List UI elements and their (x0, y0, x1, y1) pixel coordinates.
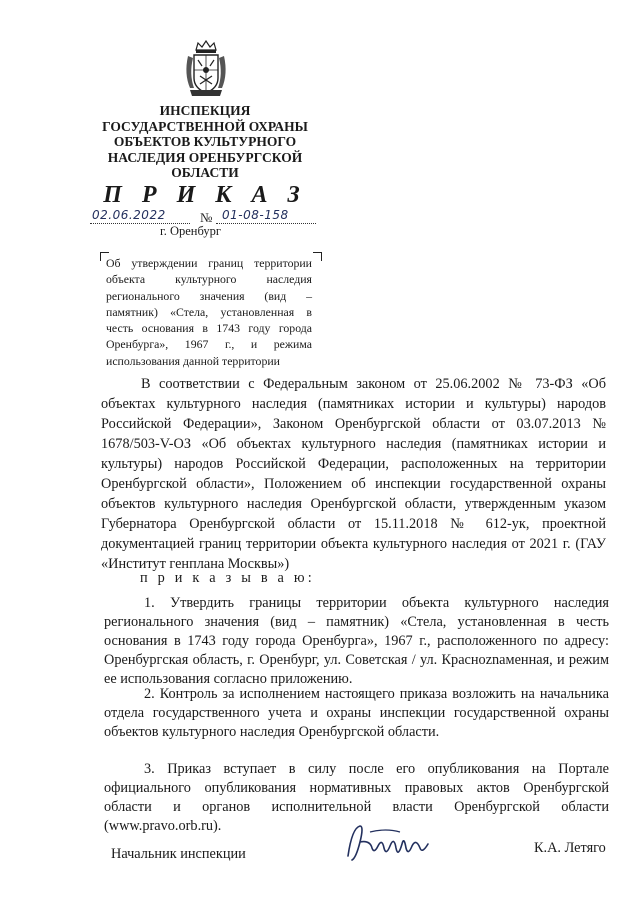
agency-line: НАСЛЕДИЯ ОРЕНБУРГСКОЙ (107, 149, 303, 165)
document-subject: Об утверждении границ территории объекта культурного наследия регионального значения (вид – памятник) «Стела, установленная в честь основания в 1743 году города Оренбурга», 1967 г., и режима использования данной территории (106, 256, 312, 368)
number-underline (216, 223, 316, 224)
city: г. Оренбург (160, 224, 221, 238)
agency-line: ОБЛАСТИ (171, 165, 239, 180)
bracket-corner (313, 252, 322, 261)
number-sign: № (200, 210, 213, 225)
order-item: 1. Утвердить границы территории объекта культурного наследия регионального значения (вид – памятник) «Стела, установленная в честь основания в 1743 году города Оренбурга», 1967 г., расположенного по адресу: Оренбургская область, г. Оренбург, ул. Советская / ул. Красноznаменная, и режим ее использования согласно приложению. (104, 595, 609, 687)
coat-of-arms-icon (180, 40, 232, 100)
order-item: 3. Приказ вступает в силу после его опубликования на Портале официального опубликования нормативных правовых актов Оренбургской области и органов исполнительной власти Оренбургской области (www.pravo.orb.ru). (104, 761, 609, 834)
signer-name: К.А. Летяго (534, 840, 606, 856)
agency-header (88, 103, 322, 181)
handwritten-signature (340, 818, 440, 868)
order-item: 2. Контроль за исполнением настоящего приказа возложить на начальника отдела государственного учета и охраны инспекции государственной охраны объектов культурного наследия Оренбургской области. (104, 686, 609, 740)
registration-date: 02.06.2022 (92, 208, 166, 222)
signer-title: Начальник инспекции (111, 846, 246, 862)
agency-line: ГОСУДАРСТВЕННОЙ ОХРАНЫ (102, 118, 308, 134)
preamble-paragraph: В соответствии с Федеральным законом от 25.06.2002 № 73-ФЗ «Об объектах культурного наследия (памятниках истории и культуры) народов Российской Федерации», Законом Оренбургской области от 03.07.2013 № 1678/503-V-ОЗ «Об объектах культурного наследия (памятниках истории и культуры) народов Российской Федерации, расположенных на территории Оренбургской области», Положением об инспекции государственной охраны объектов культурного наследия Оренбургской области, утвержденным указом Губернатора Оренбургской области от 15.11.2018 № 612-ук, проектной документацией границ территории объекта культурного наследия от 2021 г. (ГАУ «Институт генплана Москвы») (101, 376, 606, 572)
agency-line: ОБЪЕКТОВ КУЛЬТУРНОГО (113, 134, 297, 149)
registration-number: 01-08-158 (222, 208, 289, 222)
agency-line: ИНСПЕКЦИЯ (159, 103, 251, 118)
order-word: п р и к а з ы в а ю: (140, 570, 315, 586)
document-type-title: П Р И К А З (103, 182, 307, 208)
